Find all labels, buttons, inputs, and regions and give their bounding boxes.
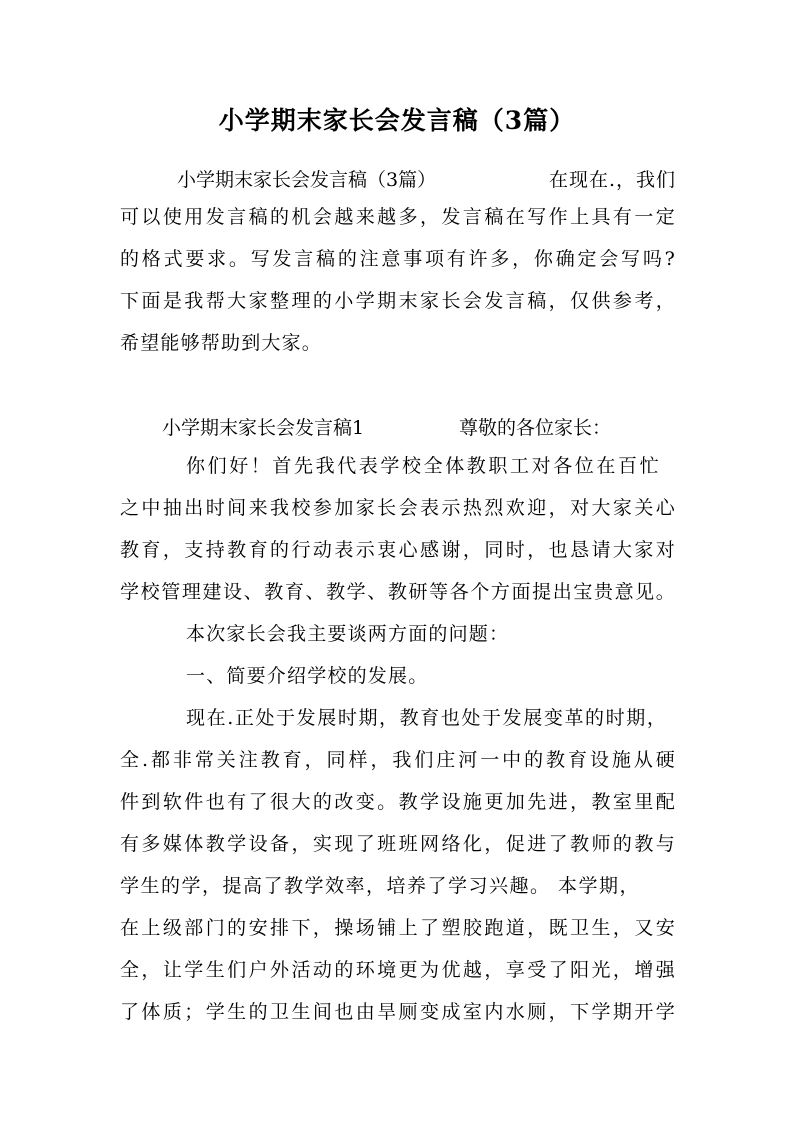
paragraph-line: 件到软件也有了很大的改变。教学设施更加先进，教室里配 <box>120 791 676 813</box>
paragraph-line: 之中抽出时间来我校参加家长会表示热烈欢迎，对大家关心 <box>120 497 676 519</box>
intro-line: 的格式要求。写发言稿的注意事项有许多，你确定会写吗? <box>120 248 676 270</box>
intro-heading: 小学期末家长会发言稿（3篇） <box>177 169 437 191</box>
paragraph-line: 本次家长会我主要谈两方面的问题： <box>186 623 510 645</box>
paragraph-line: 你们好！首先我代表学校全体教职工对各位在百忙 <box>186 455 662 477</box>
paragraph-line: 了体质；学生的卫生间也由旱厕变成室内水厕，下学期开学 <box>120 1001 676 1023</box>
intro-lead: 在现在.，我们 <box>548 169 676 191</box>
paragraph-line: 全.都非常关注教育，同样，我们庄河一中的教育设施从硬 <box>120 749 676 771</box>
paragraph-line: 现在.正处于发展时期，教育也处于发展变革的时期， <box>186 707 668 729</box>
paragraph-line: 教育，支持教育的行动表示衷心感谢，同时，也恳请大家对 <box>120 539 676 561</box>
document-title: 小学期末家长会发言稿（3篇） <box>218 106 576 135</box>
paragraph-line: 有多媒体教学设备，实现了班班网络化，促进了教师的教与 <box>120 833 676 855</box>
salutation: 尊敬的各位家长： <box>459 417 612 439</box>
paragraph-line: 在上级部门的安排下，操场铺上了塑胶跑道，既卫生，又安 <box>120 917 676 939</box>
intro-line: 下面是我帮大家整理的小学期末家长会发言稿，仅供参考， <box>120 290 676 312</box>
paragraph-line: 学校管理建设、教育、教学、教研等各个方面提出宝贵意见。 <box>120 581 676 603</box>
intro-line: 希望能够帮助到大家。 <box>120 332 323 354</box>
intro-line: 可以使用发言稿的机会越来越多，发言稿在写作上具有一定 <box>120 206 676 228</box>
paragraph-line: 全，让学生们户外活动的环境更为优越，享受了阳光，增强 <box>120 959 676 981</box>
section-heading: 小学期末家长会发言稿1 <box>162 417 365 439</box>
paragraph-line: 一、简要介绍学校的发展。 <box>186 665 429 687</box>
paragraph-line: 学生的学，提高了教学效率，培养了学习兴趣。 本学期， <box>120 875 641 897</box>
